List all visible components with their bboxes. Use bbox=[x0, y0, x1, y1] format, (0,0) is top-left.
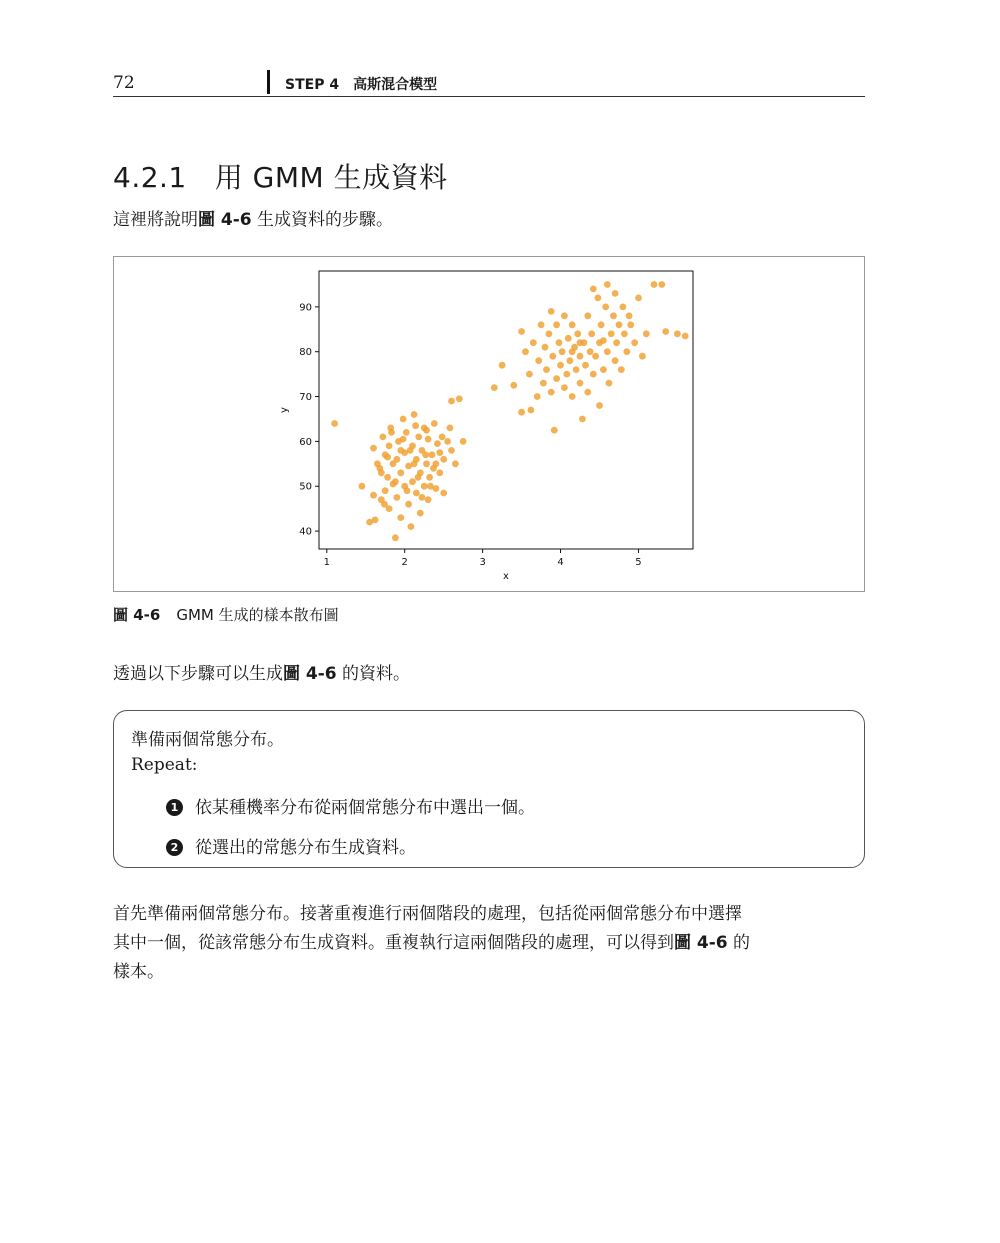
data-point bbox=[553, 375, 560, 382]
data-point bbox=[423, 427, 430, 434]
data-point bbox=[411, 460, 418, 467]
axis-layer bbox=[299, 302, 641, 568]
data-point bbox=[491, 384, 498, 391]
steps-intro-paragraph bbox=[113, 660, 865, 689]
data-point bbox=[528, 407, 535, 414]
data-point bbox=[370, 445, 377, 452]
data-point bbox=[392, 534, 399, 541]
data-point bbox=[394, 494, 401, 501]
data-point bbox=[526, 371, 533, 378]
steps-intro-text: 透過以下步驟可以生成 bbox=[113, 664, 283, 684]
caption-label: 圖 4-6 bbox=[113, 606, 161, 624]
data-point bbox=[460, 438, 467, 445]
data-point bbox=[359, 483, 366, 490]
data-point bbox=[604, 281, 611, 288]
data-point bbox=[381, 501, 388, 508]
data-point bbox=[422, 451, 429, 458]
steps-intro-text-end: 的資料。 bbox=[336, 664, 411, 684]
data-point bbox=[403, 429, 410, 436]
data-point bbox=[682, 333, 689, 340]
data-point bbox=[579, 416, 586, 423]
data-point bbox=[436, 449, 443, 456]
data-point bbox=[569, 348, 576, 355]
y-tick-label: 80 bbox=[299, 347, 312, 359]
data-point bbox=[565, 335, 572, 342]
data-point bbox=[384, 474, 391, 481]
data-point bbox=[534, 393, 541, 400]
data-point bbox=[595, 295, 602, 302]
data-point bbox=[430, 465, 437, 472]
figure-frame bbox=[113, 256, 865, 592]
data-point bbox=[551, 427, 558, 434]
data-point bbox=[376, 465, 383, 472]
data-point bbox=[436, 469, 443, 476]
data-point bbox=[631, 339, 638, 346]
section-heading bbox=[113, 156, 448, 196]
step-1-badge: 1 bbox=[166, 799, 183, 816]
data-point bbox=[557, 362, 564, 369]
data-point bbox=[380, 434, 387, 441]
algorithm-box bbox=[113, 710, 865, 868]
data-point bbox=[384, 454, 391, 461]
data-point bbox=[563, 371, 570, 378]
data-point bbox=[573, 366, 580, 373]
y-tick-label: 90 bbox=[299, 302, 312, 314]
section-number: 4.2.1 bbox=[113, 161, 187, 194]
data-point bbox=[542, 344, 549, 351]
data-point bbox=[590, 371, 597, 378]
data-point bbox=[658, 281, 665, 288]
data-point bbox=[444, 438, 451, 445]
data-point bbox=[635, 295, 642, 302]
caption-text: GMM 生成的樣本散布圖 bbox=[176, 606, 339, 624]
figure-caption bbox=[113, 604, 339, 625]
algorithm-step-1 bbox=[166, 793, 535, 818]
data-point bbox=[587, 348, 594, 355]
page-number: 72 bbox=[113, 73, 135, 93]
x-axis-label: x bbox=[503, 571, 509, 582]
data-point bbox=[370, 492, 377, 499]
algorithm-prepare: 準備兩個常態分布。 bbox=[131, 730, 284, 750]
x-tick-label: 2 bbox=[401, 557, 408, 568]
data-point bbox=[540, 380, 547, 387]
data-point bbox=[553, 321, 560, 328]
data-point bbox=[618, 366, 625, 373]
data-point bbox=[499, 362, 506, 369]
scatter-chart bbox=[114, 257, 864, 591]
body-paragraph bbox=[113, 900, 865, 987]
data-point bbox=[620, 304, 627, 311]
data-point bbox=[425, 436, 432, 443]
data-point bbox=[417, 510, 424, 517]
data-point bbox=[588, 330, 595, 337]
data-point bbox=[596, 402, 603, 409]
data-point bbox=[651, 281, 658, 288]
step-2-text: 從選出的常態分布生成資料。 bbox=[195, 838, 416, 858]
data-point bbox=[409, 478, 416, 485]
data-point bbox=[431, 420, 438, 427]
data-point bbox=[522, 348, 529, 355]
figure-reference: 圖 4-6 bbox=[674, 933, 728, 953]
data-point bbox=[400, 436, 407, 443]
data-point bbox=[419, 494, 426, 501]
data-point bbox=[426, 474, 433, 481]
data-point bbox=[518, 409, 525, 416]
data-point bbox=[643, 330, 650, 337]
plot-area bbox=[319, 271, 693, 549]
data-point bbox=[397, 469, 404, 476]
data-point bbox=[456, 395, 463, 402]
data-point bbox=[592, 353, 599, 360]
header-divider bbox=[267, 70, 270, 94]
data-point bbox=[415, 434, 422, 441]
y-tick-label: 40 bbox=[299, 526, 312, 538]
x-tick-label: 5 bbox=[635, 557, 642, 568]
chapter-title: STEP 4 高斯混合模型 bbox=[285, 77, 438, 93]
data-point bbox=[518, 328, 525, 335]
data-point bbox=[530, 339, 537, 346]
data-point bbox=[439, 434, 446, 441]
data-point bbox=[425, 496, 432, 503]
data-point bbox=[546, 330, 553, 337]
x-tick-label: 4 bbox=[557, 557, 564, 568]
data-point bbox=[405, 501, 412, 508]
body-line-2-text: 其中一個，從該常態分布生成資料。重複執行這兩個階段的處理，可以得到 bbox=[113, 933, 674, 953]
data-point bbox=[574, 330, 581, 337]
data-point bbox=[600, 337, 607, 344]
data-point bbox=[549, 353, 556, 360]
data-point bbox=[600, 366, 607, 373]
data-point bbox=[394, 456, 401, 463]
data-point bbox=[584, 312, 591, 319]
data-point bbox=[412, 422, 419, 429]
figure-reference: 圖 4-6 bbox=[198, 210, 252, 230]
data-point bbox=[612, 290, 619, 297]
y-tick-label: 60 bbox=[299, 436, 312, 448]
data-point bbox=[404, 487, 411, 494]
data-point bbox=[388, 429, 395, 436]
algorithm-step-2 bbox=[166, 833, 416, 858]
data-point bbox=[392, 478, 399, 485]
data-point bbox=[569, 393, 576, 400]
data-point bbox=[627, 321, 634, 328]
y-axis-label: y bbox=[279, 407, 290, 413]
data-point bbox=[400, 416, 407, 423]
data-point bbox=[421, 483, 428, 490]
data-point bbox=[584, 389, 591, 396]
data-point bbox=[561, 312, 568, 319]
data-point bbox=[413, 490, 420, 497]
data-point bbox=[372, 517, 379, 524]
data-point bbox=[440, 456, 447, 463]
data-point bbox=[626, 312, 633, 319]
data-point bbox=[440, 490, 447, 497]
data-point bbox=[674, 330, 681, 337]
body-line-2 bbox=[113, 929, 865, 958]
data-point bbox=[610, 312, 617, 319]
data-point bbox=[397, 447, 404, 454]
intro-paragraph bbox=[113, 206, 865, 235]
data-point bbox=[386, 443, 393, 450]
data-point bbox=[582, 362, 589, 369]
data-point bbox=[602, 304, 609, 311]
data-point bbox=[612, 357, 619, 364]
data-point bbox=[535, 357, 542, 364]
y-tick-label: 50 bbox=[299, 481, 312, 493]
step-1-text: 依某種機率分布從兩個常態分布中選出一個。 bbox=[195, 798, 535, 818]
data-point bbox=[604, 348, 611, 355]
intro-text: 這裡將說明 bbox=[113, 210, 198, 230]
data-point bbox=[577, 380, 584, 387]
algorithm-repeat-label: Repeat: bbox=[131, 755, 198, 775]
intro-text-end: 生成資料的步驟。 bbox=[251, 210, 394, 230]
data-point bbox=[331, 420, 338, 427]
data-point bbox=[543, 366, 550, 373]
data-point bbox=[613, 339, 620, 346]
data-point bbox=[427, 483, 434, 490]
step-2-badge: 2 bbox=[166, 839, 183, 856]
data-point bbox=[382, 487, 389, 494]
body-line-2-end: 的 bbox=[727, 933, 751, 953]
points-layer bbox=[331, 281, 688, 541]
data-point bbox=[423, 460, 430, 467]
data-point bbox=[397, 514, 404, 521]
data-point bbox=[598, 321, 605, 328]
y-tick-label: 70 bbox=[299, 392, 312, 404]
data-point bbox=[621, 330, 628, 337]
body-line-1: 首先準備兩個常態分布。接著重複進行兩個階段的處理，包括從兩個常態分布中選擇 bbox=[113, 904, 742, 924]
data-point bbox=[606, 380, 613, 387]
data-point bbox=[556, 339, 563, 346]
data-point bbox=[429, 451, 436, 458]
data-point bbox=[590, 286, 597, 293]
data-point bbox=[510, 382, 517, 389]
data-point bbox=[408, 523, 415, 530]
data-point bbox=[662, 328, 669, 335]
data-point bbox=[608, 330, 615, 337]
running-header bbox=[113, 72, 865, 97]
data-point bbox=[559, 348, 566, 355]
data-point bbox=[407, 447, 414, 454]
data-point bbox=[577, 339, 584, 346]
x-tick-label: 1 bbox=[323, 557, 330, 568]
data-point bbox=[434, 440, 441, 447]
section-title: 用 GMM 生成資料 bbox=[214, 161, 448, 194]
data-point bbox=[616, 321, 623, 328]
data-point bbox=[452, 460, 459, 467]
data-point bbox=[577, 353, 584, 360]
data-point bbox=[548, 308, 555, 315]
data-point bbox=[561, 384, 568, 391]
data-point bbox=[569, 321, 576, 328]
x-tick-label: 3 bbox=[479, 557, 486, 568]
figure-reference: 圖 4-6 bbox=[283, 664, 337, 684]
data-point bbox=[415, 474, 422, 481]
data-point bbox=[411, 411, 418, 418]
data-point bbox=[623, 348, 630, 355]
body-line-3: 樣本。 bbox=[113, 962, 164, 982]
data-point bbox=[639, 353, 646, 360]
data-point bbox=[448, 447, 455, 454]
data-point bbox=[538, 321, 545, 328]
data-point bbox=[447, 425, 454, 432]
data-point bbox=[548, 389, 555, 396]
data-point bbox=[448, 398, 455, 405]
data-point bbox=[567, 357, 574, 364]
